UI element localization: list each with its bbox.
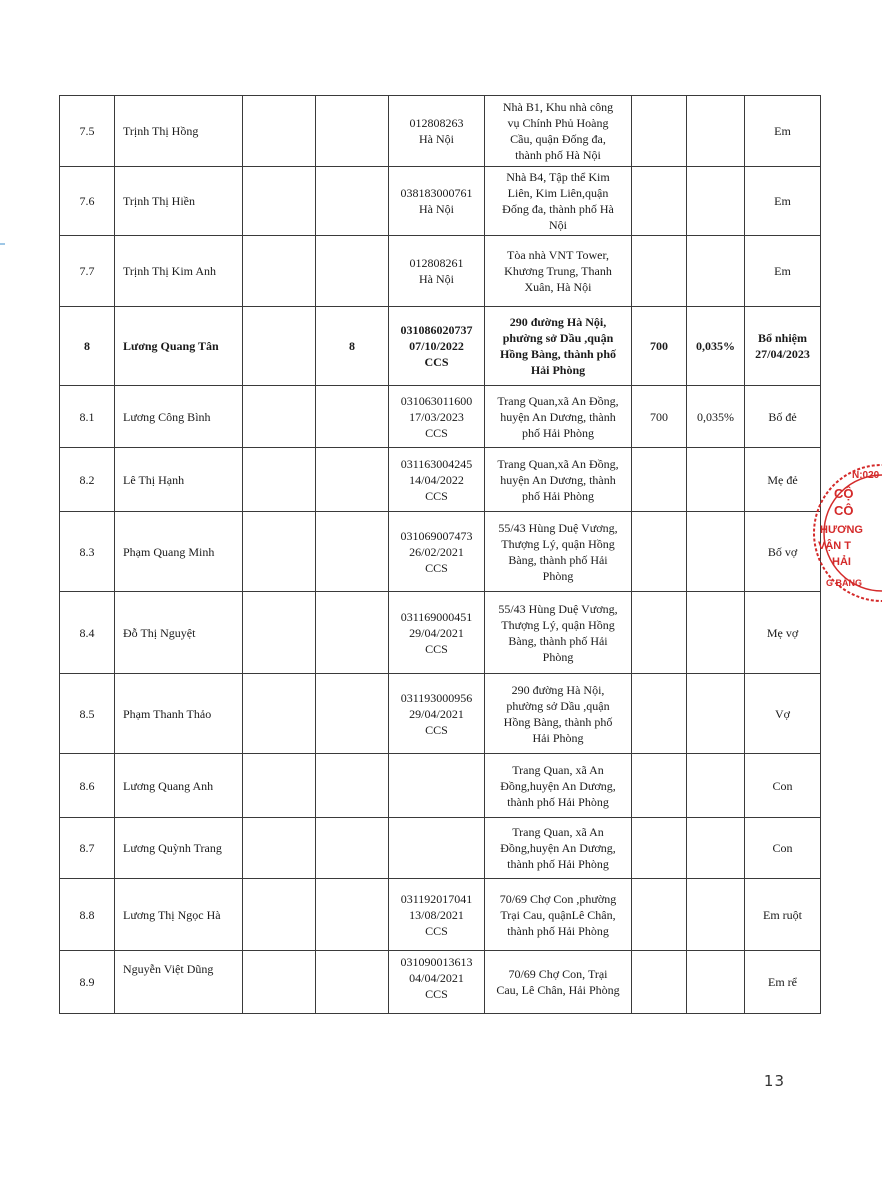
cell-shares	[632, 96, 687, 167]
cell-relation: Bố vợ	[745, 512, 821, 592]
cell-stt: 7.6	[60, 167, 115, 236]
cell-shares	[632, 674, 687, 754]
cell-c4: 8	[316, 307, 389, 386]
cell-c3	[243, 951, 316, 1014]
seal-text-line: HƯƠNG	[820, 524, 863, 536]
cell-shares: 700	[632, 307, 687, 386]
cell-stt: 8	[60, 307, 115, 386]
cell-c3	[243, 236, 316, 307]
cell-name: Lương Thị Ngọc Hà	[115, 879, 243, 951]
cell-address: 290 đường Hà Nội, phường sở Dầu ,quận Hồng Bàng, thành phố Hải Phòng	[485, 674, 632, 754]
cell-shares	[632, 592, 687, 674]
cell-c3	[243, 96, 316, 167]
cell-c4	[316, 512, 389, 592]
cell-shares	[632, 512, 687, 592]
cell-ratio	[687, 754, 745, 818]
cell-address: Nhà B4, Tập thể Kim Liên, Kim Liên,quận Đống đa, thành phố Hà Nội	[485, 167, 632, 236]
cell-ratio	[687, 674, 745, 754]
seal-text-line: VẬN T	[818, 540, 851, 552]
cell-name: Lê Thị Hạnh	[115, 448, 243, 512]
cell-stt: 8.8	[60, 879, 115, 951]
cell-relation: Vợ	[745, 674, 821, 754]
table-row	[60, 236, 821, 307]
cell-c4	[316, 818, 389, 879]
cell-id_doc	[389, 818, 485, 879]
cell-relation: Em	[745, 236, 821, 307]
cell-address: 55/43 Hùng Duệ Vương, Thượng Lý, quận Hồng Bàng, thành phố Hải Phòng	[485, 512, 632, 592]
cell-relation: Bổ nhiệm 27/04/2023	[745, 307, 821, 386]
cell-c3	[243, 674, 316, 754]
cell-shares	[632, 236, 687, 307]
cell-name: Lương Quỳnh Trang	[115, 818, 243, 879]
cell-id_doc: 012808263 Hà Nội	[389, 96, 485, 167]
cell-c3	[243, 754, 316, 818]
cell-id_doc: 031090013613 04/04/2021 CCS	[389, 951, 485, 1014]
cell-c3	[243, 167, 316, 236]
cell-name: Phạm Quang Minh	[115, 512, 243, 592]
cell-name: Nguyễn Việt Dũng	[115, 951, 243, 1014]
cell-address: 70/69 Chợ Con ,phường Trại Cau, quậnLê Chân, thành phố Hải Phòng	[485, 879, 632, 951]
cell-c4	[316, 96, 389, 167]
cell-ratio: 0,035%	[687, 386, 745, 448]
table-row	[60, 951, 821, 1014]
cell-relation: Em rể	[745, 951, 821, 1014]
cell-name: Trịnh Thị Hiền	[115, 167, 243, 236]
cell-c3	[243, 512, 316, 592]
cell-stt: 8.9	[60, 951, 115, 1014]
cell-id_doc: 031169000451 29/04/2021 CCS	[389, 592, 485, 674]
cell-c4	[316, 754, 389, 818]
table-row	[60, 96, 821, 167]
cell-c4	[316, 236, 389, 307]
cell-ratio	[687, 951, 745, 1014]
cell-stt: 8.4	[60, 592, 115, 674]
cell-c3	[243, 818, 316, 879]
cell-relation: Em	[745, 167, 821, 236]
cell-ratio: 0,035%	[687, 307, 745, 386]
cell-c3	[243, 592, 316, 674]
cell-shares	[632, 818, 687, 879]
table-row	[60, 167, 821, 236]
seal-text-line: CỘ	[834, 486, 854, 501]
cell-address: Trang Quan,xã An Đồng, huyện An Dương, thành phố Hải Phòng	[485, 386, 632, 448]
cell-stt: 8.6	[60, 754, 115, 818]
cell-address: Tòa nhà VNT Tower, Khương Trung, Thanh Xuân, Hà Nội	[485, 236, 632, 307]
cell-address: 290 đường Hà Nội, phường sở Dầu ,quận Hồng Bàng, thành phố Hải Phòng	[485, 307, 632, 386]
cell-id_doc: 031069007473 26/02/2021 CCS	[389, 512, 485, 592]
cell-shares: 700	[632, 386, 687, 448]
cell-stt: 8.2	[60, 448, 115, 512]
cell-c4	[316, 879, 389, 951]
cell-stt: 7.5	[60, 96, 115, 167]
cell-name: Phạm Thanh Thảo	[115, 674, 243, 754]
cell-id_doc: 031163004245 14/04/2022 CCS	[389, 448, 485, 512]
cell-ratio	[687, 96, 745, 167]
cell-id_doc: 031086020737 07/10/2022 CCS	[389, 307, 485, 386]
cell-ratio	[687, 236, 745, 307]
page-number: 13	[763, 1072, 785, 1090]
cell-relation: Mẹ vợ	[745, 592, 821, 674]
cell-id_doc: 012808261 Hà Nội	[389, 236, 485, 307]
cell-id_doc: 031192017041 13/08/2021 CCS	[389, 879, 485, 951]
cell-id_doc: 031193000956 29/04/2021 CCS	[389, 674, 485, 754]
cell-name: Trịnh Thị Kim Anh	[115, 236, 243, 307]
cell-shares	[632, 879, 687, 951]
cell-relation: Con	[745, 754, 821, 818]
table-row	[60, 307, 821, 386]
cell-ratio	[687, 448, 745, 512]
cell-id_doc	[389, 754, 485, 818]
cell-ratio	[687, 818, 745, 879]
cell-shares	[632, 167, 687, 236]
table-row	[60, 674, 821, 754]
cell-c3	[243, 448, 316, 512]
cell-relation: Con	[745, 818, 821, 879]
seal-text-line: N:020	[852, 470, 880, 481]
cell-id_doc: 031063011600 17/03/2023 CCS	[389, 386, 485, 448]
cell-c4	[316, 592, 389, 674]
table-row	[60, 512, 821, 592]
cell-address: 70/69 Chợ Con, Trại Cau, Lê Chân, Hải Phòng	[485, 951, 632, 1014]
cell-stt: 8.7	[60, 818, 115, 879]
cell-name: Trịnh Thị Hồng	[115, 96, 243, 167]
cell-ratio	[687, 879, 745, 951]
cell-c3	[243, 307, 316, 386]
cell-c3	[243, 386, 316, 448]
table-row	[60, 448, 821, 512]
cell-shares	[632, 754, 687, 818]
table-row	[60, 592, 821, 674]
cell-stt: 7.7	[60, 236, 115, 307]
table-row	[60, 386, 821, 448]
cell-stt: 8.5	[60, 674, 115, 754]
cell-c4	[316, 951, 389, 1014]
table-row	[60, 818, 821, 879]
cell-address: Trang Quan, xã An Đồng,huyện An Dương, thành phố Hải Phòng	[485, 754, 632, 818]
seal-text-line: G BÀNG	[826, 578, 862, 588]
cell-name: Lương Công Bình	[115, 386, 243, 448]
cell-ratio	[687, 167, 745, 236]
cell-ratio	[687, 592, 745, 674]
cell-c4	[316, 167, 389, 236]
cell-shares	[632, 448, 687, 512]
relatives-table	[59, 95, 821, 1014]
cell-name: Lương Quang Anh	[115, 754, 243, 818]
cell-stt: 8.1	[60, 386, 115, 448]
table-row	[60, 754, 821, 818]
cell-c4	[316, 386, 389, 448]
cell-relation: Bố đẻ	[745, 386, 821, 448]
cell-address: Trang Quan,xã An Đồng, huyện An Dương, thành phố Hải Phòng	[485, 448, 632, 512]
company-seal	[812, 458, 882, 608]
cell-address: 55/43 Hùng Duệ Vương, Thượng Lý, quận Hồng Bàng, thành phố Hải Phòng	[485, 592, 632, 674]
table-body	[60, 96, 821, 1014]
cell-id_doc: 038183000761 Hà Nội	[389, 167, 485, 236]
cell-address: Trang Quan, xã An Đồng,huyện An Dương, thành phố Hải Phòng	[485, 818, 632, 879]
cell-shares	[632, 951, 687, 1014]
cell-relation: Mẹ đẻ	[745, 448, 821, 512]
cell-address: Nhà B1, Khu nhà công vụ Chính Phủ Hoàng Cầu, quận Đống đa, thành phố Hà Nội	[485, 96, 632, 167]
seal-text	[818, 470, 880, 588]
cell-name: Đỗ Thị Nguyệt	[115, 592, 243, 674]
cell-ratio	[687, 512, 745, 592]
cell-stt: 8.3	[60, 512, 115, 592]
seal-text-line: CÔ	[834, 503, 854, 518]
seal-text-line: HẢI	[832, 556, 851, 568]
cell-name: Lương Quang Tân	[115, 307, 243, 386]
cell-c4	[316, 674, 389, 754]
table-row	[60, 879, 821, 951]
cell-relation: Em ruột	[745, 879, 821, 951]
margin-tick	[0, 243, 5, 245]
cell-relation: Em	[745, 96, 821, 167]
cell-c3	[243, 879, 316, 951]
cell-c4	[316, 448, 389, 512]
